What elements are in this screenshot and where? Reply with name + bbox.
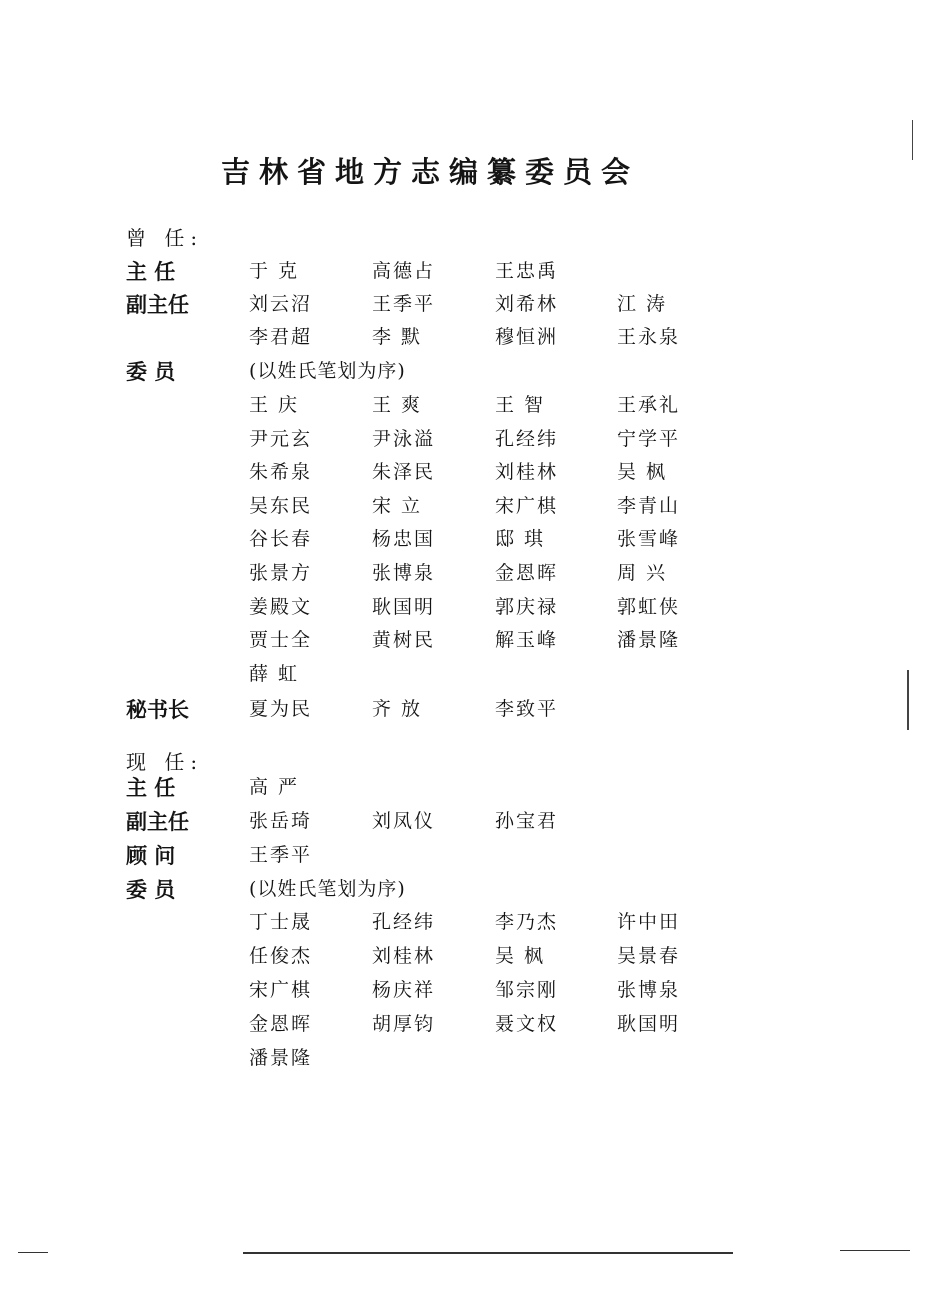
member-name: 金恩晖 — [495, 562, 559, 584]
member-name: 杨忠国 — [372, 528, 436, 551]
former-heading: 曾 任: — [126, 226, 204, 250]
page-title: 吉林省地方志编纂委员会 — [220, 155, 639, 189]
member-name: 吴景春 — [617, 945, 681, 967]
name: 齐 放 — [372, 698, 423, 720]
name: 李致平 — [495, 698, 559, 720]
name: 王季平 — [372, 293, 436, 315]
member-name: 聂文权 — [495, 1013, 559, 1035]
member-name: 丁士晟 — [249, 911, 313, 933]
member-name: 潘景隆 — [249, 1047, 313, 1069]
member-name: 宁学平 — [617, 427, 681, 450]
member-name: 吴东民 — [249, 494, 313, 517]
member-row — [0, 975, 950, 1005]
member-name: 金恩晖 — [249, 1013, 313, 1035]
bottom-rule — [243, 1252, 733, 1254]
member-row — [0, 941, 950, 971]
member-name: 耿国明 — [617, 1013, 681, 1035]
member-name: 吴 枫 — [617, 461, 668, 484]
member-name: 黄树民 — [372, 629, 436, 652]
name: 王季平 — [249, 844, 313, 866]
name: 高德占 — [372, 260, 436, 282]
name: 张岳琦 — [249, 810, 313, 832]
former-deputy-label: 副主任 — [126, 293, 189, 317]
name: 刘希林 — [495, 293, 559, 315]
member-name: 王 庆 — [249, 394, 300, 416]
member-name: 郭庆禄 — [495, 595, 559, 618]
current-advisor-label: 顾 问 — [126, 844, 176, 868]
member-name: 宋广棋 — [495, 494, 559, 517]
member-name: 朱希泉 — [249, 461, 313, 484]
member-name: 王承礼 — [617, 394, 681, 416]
member-name: 孔经纬 — [372, 911, 436, 933]
member-name: 宋广棋 — [249, 979, 313, 1001]
member-name: 胡厚钧 — [372, 1013, 436, 1035]
current-director-label: 主 任 — [126, 776, 176, 800]
former-members-note: (以姓氏笔划为序) — [249, 360, 406, 382]
former-director-row — [0, 256, 950, 286]
member-name: 王 智 — [495, 394, 546, 416]
member-name: 潘景隆 — [617, 629, 681, 652]
member-row — [0, 625, 950, 655]
name: 王永泉 — [617, 326, 681, 348]
current-deputy-row — [0, 806, 950, 836]
member-name: 周 兴 — [617, 562, 668, 584]
name: 夏为民 — [249, 698, 313, 720]
member-name: 谷长春 — [249, 528, 313, 551]
member-row — [0, 524, 950, 554]
name: 高 严 — [249, 776, 300, 798]
member-name: 薛 虹 — [249, 662, 300, 685]
member-name: 尹泳溢 — [372, 427, 436, 450]
member-name: 郭虹侠 — [617, 595, 681, 618]
bottom-rule-left — [18, 1252, 48, 1253]
member-name: 许中田 — [617, 911, 681, 933]
current-advisor-row — [0, 840, 950, 870]
former-members-label: 委 员 — [126, 360, 176, 384]
name: 刘云沼 — [249, 293, 313, 315]
member-name: 刘桂林 — [372, 945, 436, 967]
former-secretary-label: 秘书长 — [126, 698, 189, 722]
name: 穆恒洲 — [495, 326, 559, 348]
name: 王忠禹 — [495, 260, 559, 282]
page-edge-mark-top — [912, 120, 913, 160]
current-members-label: 委 员 — [126, 878, 176, 902]
member-name: 孔经纬 — [495, 427, 559, 450]
name: 刘凤仪 — [372, 810, 436, 832]
member-name: 张景方 — [249, 562, 313, 584]
member-name: 解玉峰 — [495, 629, 559, 652]
member-name: 李青山 — [617, 494, 681, 517]
former-secretary-row — [0, 694, 950, 724]
member-name: 王 爽 — [372, 394, 423, 416]
member-name: 宋 立 — [372, 494, 423, 517]
member-row — [0, 390, 950, 420]
current-members-note: (以姓氏笔划为序) — [249, 878, 406, 900]
member-name: 任俊杰 — [249, 945, 313, 967]
member-name: 朱泽民 — [372, 461, 436, 484]
member-row — [0, 1043, 950, 1073]
former-members-header — [0, 356, 950, 386]
name: 孙宝君 — [495, 810, 559, 832]
member-name: 耿国明 — [372, 595, 436, 618]
member-row — [0, 558, 950, 588]
member-name: 邸 琪 — [495, 528, 546, 551]
member-row — [0, 457, 950, 487]
member-row — [0, 491, 950, 521]
member-name: 李乃杰 — [495, 911, 559, 933]
member-row — [0, 592, 950, 622]
member-row — [0, 907, 950, 937]
current-director-row — [0, 772, 950, 802]
member-name: 杨庆祥 — [372, 979, 436, 1001]
former-deputy-row-2 — [0, 322, 950, 352]
member-name: 刘桂林 — [495, 461, 559, 484]
member-name: 张雪峰 — [617, 528, 681, 551]
member-row — [0, 424, 950, 454]
member-name: 张博泉 — [372, 562, 436, 584]
current-members-header — [0, 874, 950, 904]
former-director-label: 主 任 — [126, 260, 176, 284]
member-row — [0, 659, 950, 689]
member-name: 尹元玄 — [249, 427, 313, 450]
member-name: 姜殿文 — [249, 595, 313, 618]
member-name: 张博泉 — [617, 979, 681, 1001]
current-deputy-label: 副主任 — [126, 810, 189, 834]
member-name: 吴 枫 — [495, 945, 546, 967]
former-deputy-row-1 — [0, 289, 950, 319]
name: 于 克 — [249, 260, 300, 282]
member-name: 邹宗刚 — [495, 979, 559, 1001]
name: 李 默 — [372, 326, 423, 348]
member-name: 贾士全 — [249, 629, 313, 652]
name: 李君超 — [249, 326, 313, 348]
member-row — [0, 1009, 950, 1039]
name: 江 涛 — [617, 293, 668, 315]
bottom-rule-right — [840, 1250, 910, 1251]
current-heading: 现 任: — [126, 750, 204, 774]
page-edge-mark — [907, 670, 909, 730]
